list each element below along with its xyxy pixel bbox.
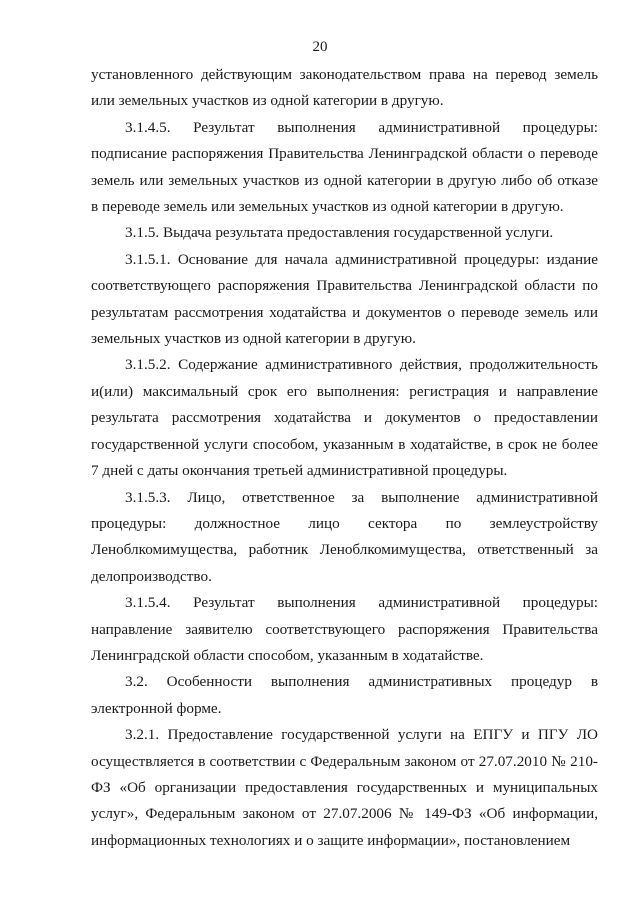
paragraph-line: Леноблкомимущества, работник Леноблкомимущества, ответственный за [91,541,598,559]
paragraph-line: 3.1.5.3. Лицо, ответственное за выполнение административной [125,488,598,506]
paragraph-line: 3.2.1. Предоставление государственной услуги на ЕПГУ и ПГУ ЛО [125,726,598,744]
paragraph-line: осуществляется в соответствии с Федеральным законом от 27.07.2010 № 210- [91,752,598,770]
paragraph-line: направление заявителю соответствующего распоряжения Правительства [91,620,598,638]
paragraph-line: земель или земельных участков из одной категории в другую либо об отказе [91,171,598,189]
paragraph-line: услуг», Федеральным законом от 27.07.2006 № 149-ФЗ «Об информации, [91,805,598,823]
paragraph-line: государственной услуги способом, указанным в ходатайстве, в срок не более [91,435,598,453]
paragraph-line: 3.1.5.4. Результат выполнения административной процедуры: [125,594,598,612]
page-number: 20 [312,39,328,55]
paragraph-line: 3.1.5.2. Содержание административного действия, продолжительность [125,356,598,374]
paragraph-line: 3.1.4.5. Результат выполнения административной процедуры: [125,118,598,136]
paragraph-line: 3.1.5. Выдача результата предоставления государственной услуги. [125,224,554,242]
paragraph-line: 3.2. Особенности выполнения административных процедур в [125,673,598,691]
paragraph-line: в переводе земель или земельных участков из одной категории в другую. [91,198,564,216]
paragraph-line: соответствующего распоряжения Правительства Ленинградской области по [91,277,598,295]
paragraph-line: подписание распоряжения Правительства Ленинградской области о переводе [91,145,598,163]
paragraph-line: процедуры: должностное лицо сектора по землеустройству [91,514,598,532]
paragraph-line: результата рассмотрения ходатайства и документов о предоставлении [91,409,598,427]
paragraph-line: или земельных участков из одной категории в другую. [91,92,444,110]
paragraph-line: установленного действующим законодательством права на перевод земель [91,66,598,83]
paragraph-line: 3.1.5.1. Основание для начала административной процедуры: издание [125,250,598,268]
paragraph-line: результатам рассмотрения ходатайства и документов о переводе земель или [91,303,598,321]
paragraph-line: делопроизводство. [91,567,212,585]
paragraph-line: и(или) максимальный срок его выполнения: регистрация и направление [91,382,598,400]
paragraph-line: Ленинградской области способом, указанным в ходатайстве. [91,646,484,664]
paragraph-line: 7 дней с даты окончания третьей административной процедуры. [91,462,508,480]
paragraph-line: ФЗ «Об организации предоставления государственных и муниципальных [91,778,598,796]
paragraph-line: информационных технологиях и о защите информации», постановлением [91,831,571,849]
paragraph-line: электронной форме. [91,699,222,717]
paragraph-line: земельных участков из одной категории в другую. [91,330,416,348]
document-body [91,62,598,854]
